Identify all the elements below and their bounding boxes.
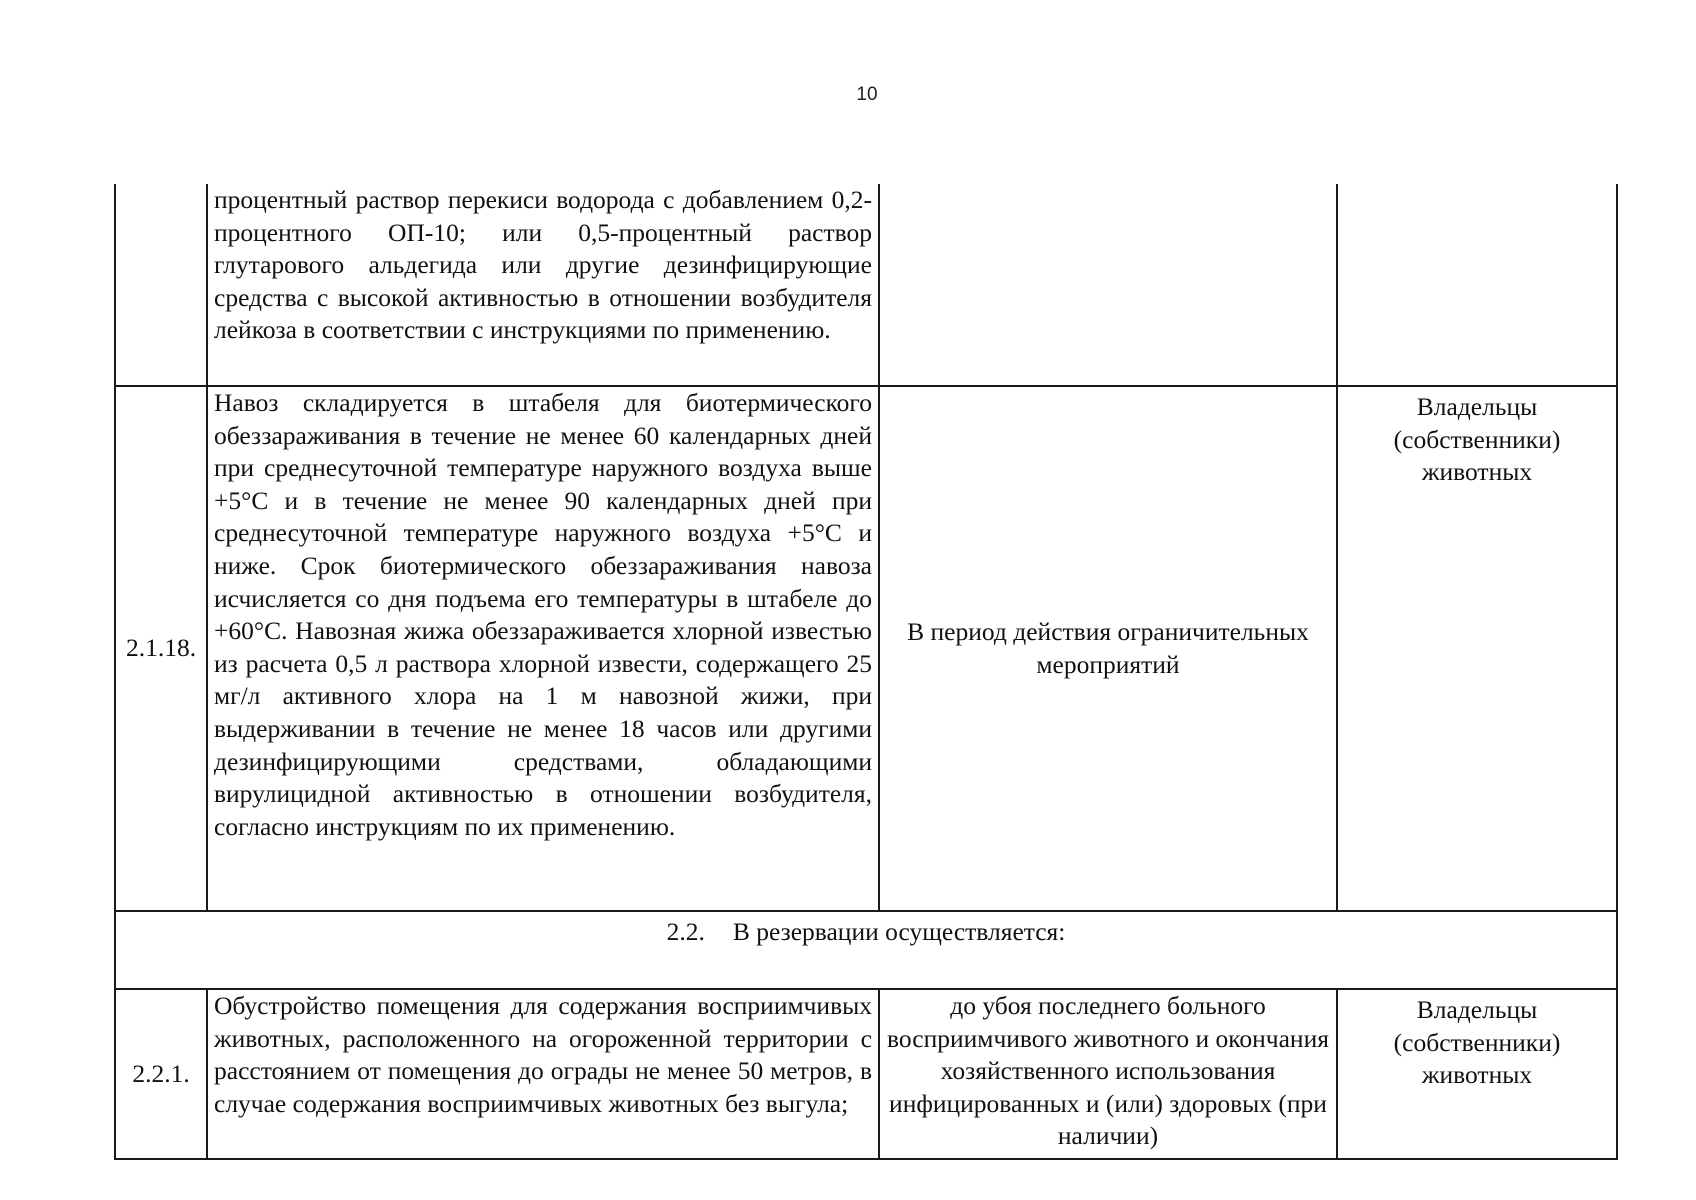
- responsible-cell: Владельцы (собственники) животных: [1337, 989, 1617, 1159]
- item-number-cell: 2.2.1.: [115, 989, 207, 1159]
- table-row: [115, 386, 1617, 911]
- item-number-cell: [115, 184, 207, 386]
- table-row: [115, 184, 1617, 386]
- period-cell: В период действия ограничительных мероприятий: [879, 386, 1337, 911]
- section-heading-cell: [115, 911, 1617, 989]
- period-cell: до убоя последнего больного восприимчивого животного и окончания хозяйственного использования инфицированных и (или) здоровых (при наличии): [879, 989, 1337, 1159]
- table-row: [115, 989, 1617, 1159]
- section-number: 2.2.: [666, 917, 705, 946]
- item-number-cell: 2.1.18.: [115, 386, 207, 911]
- section-heading-row: [115, 911, 1617, 989]
- responsible-cell: [1337, 184, 1617, 386]
- measure-text-cell: Навоз складируется в штабеля для биотермического обеззараживания в течение не менее 60 календарных дней при среднесуточной температуре наружного воздуха выше +5°С и в течение не менее 90 календарных дней при среднесуточной температуре наружного воздуха +5°С и ниже. Срок биотермического обеззараживания навоза исчисляется со дня подъема его температуры в штабеле до +60°С. Навозная жижа обеззараживается хлорной известью из расчета 0,5 л раствора хлорной извести, содержащего 25 мг/л активного хлора на 1 м навозной жижи, при выдерживании в течение не менее 18 часов или другими дезинфицирующими средствами, обладающими вирулицидной активностью в отношении возбудителя, согласно инструкциям по их применению.: [207, 386, 879, 911]
- measures-table: [114, 184, 1618, 1160]
- measure-text-cell: Обустройство помещения для содержания восприимчивых животных, расположенного на огороженной территории с расстоянием от помещения до ограды не менее 50 метров, в случае содержания восприимчивых животных без выгула;: [207, 989, 879, 1159]
- section-title: В резервации осуществляется:: [732, 917, 1066, 946]
- page-number: 10: [856, 84, 878, 105]
- responsible-cell: Владельцы (собственники) животных: [1337, 386, 1617, 911]
- period-cell: [879, 184, 1337, 386]
- measure-text-cell: процентный раствор перекиси водорода с добавлением 0,2-процентного ОП-10; или 0,5-процентный раствор глутарового альдегида или другие дезинфицирующие средства с высокой активностью в отношении возбудителя лейкоза в соответствии с инструкциями по применению.: [207, 184, 879, 386]
